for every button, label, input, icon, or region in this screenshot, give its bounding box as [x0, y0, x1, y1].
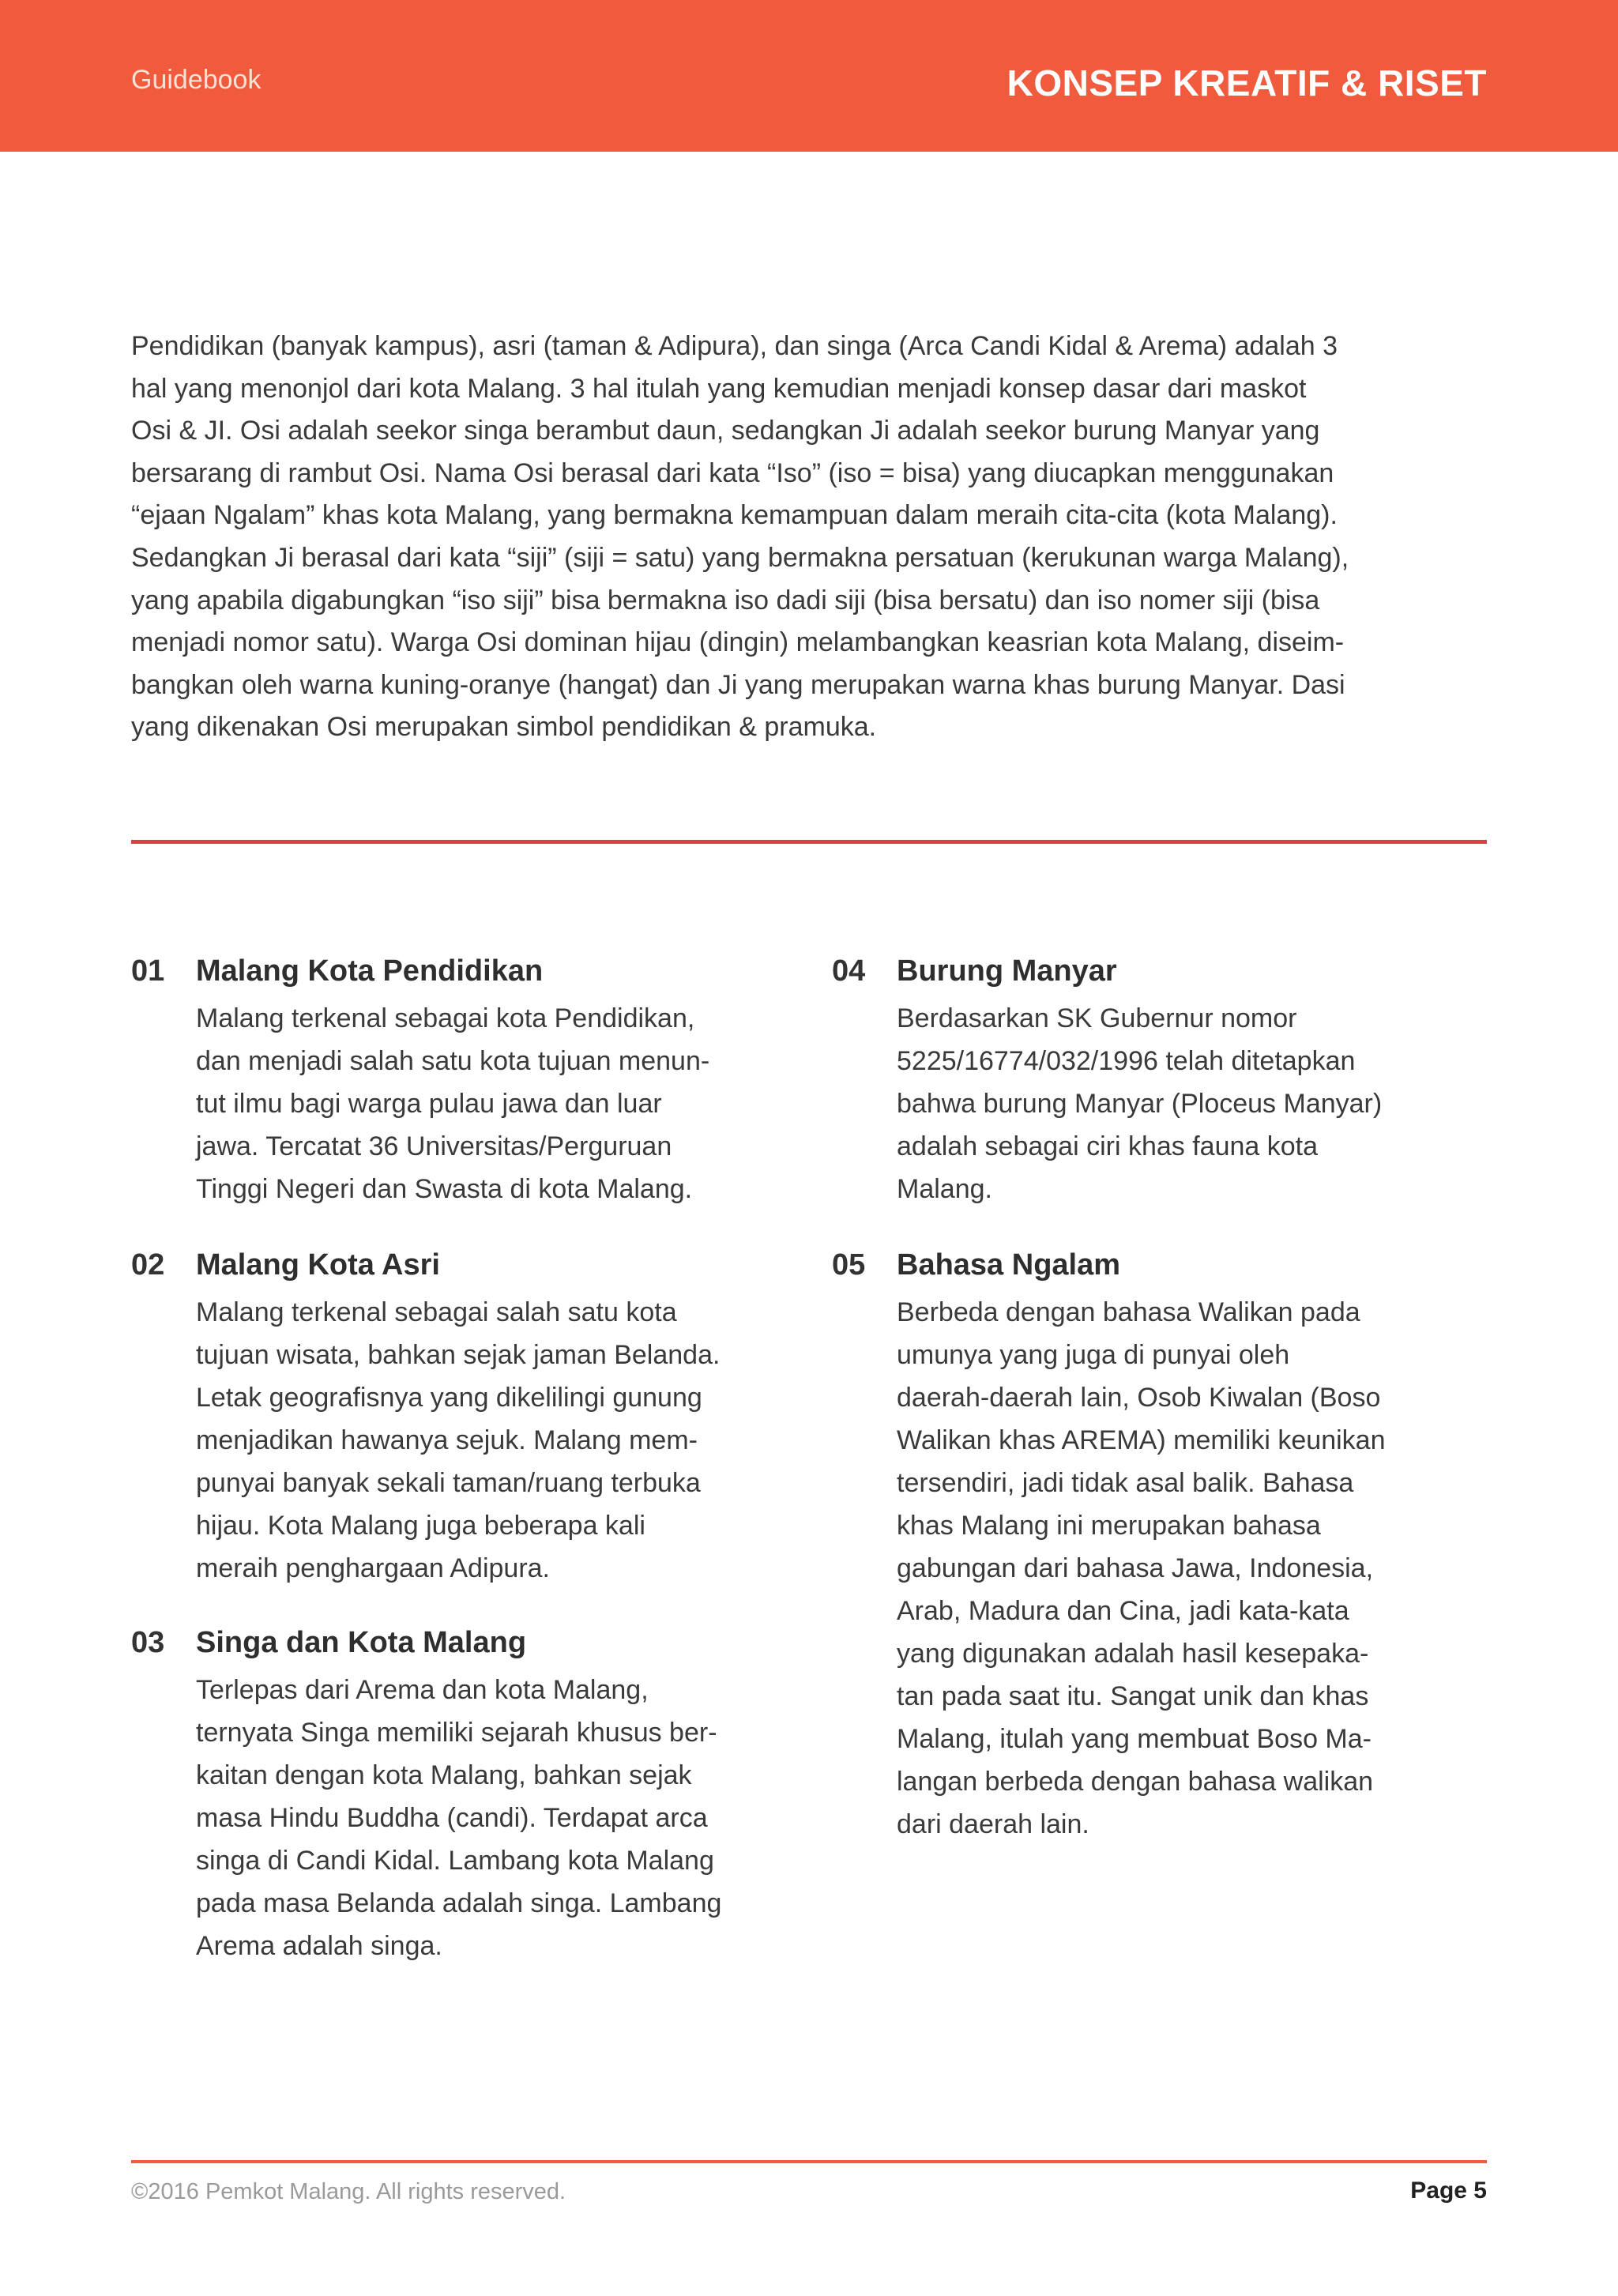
- item-body-line: Malang terkenal sebagai kota Pendidikan,: [196, 1003, 695, 1033]
- item-body: [897, 997, 1382, 1210]
- item-body-line: tut ilmu bagi warga pulau jawa dan luar: [196, 1089, 662, 1119]
- intro-line: yang apabila digabungkan “iso siji” bisa bermakna iso dadi siji (bisa bersatu) dan iso nomer siji (bisa: [131, 585, 1320, 615]
- footer-rule: [131, 2160, 1487, 2163]
- item-body-line: Letak geografisnya yang dikelilingi gunung: [196, 1383, 702, 1413]
- page-header: [0, 0, 1618, 152]
- item-body-line: Berdasarkan SK Gubernur nomor: [897, 1003, 1297, 1033]
- footer-copyright: ©2016 Pemkot Malang. All rights reserved.: [131, 2179, 566, 2204]
- item-body-line: daerah-daerah lain, Osob Kiwalan (Boso: [897, 1383, 1381, 1413]
- item-title: Singa dan Kota Malang: [196, 1626, 527, 1659]
- intro-line: bangkan oleh warna kuning-oranye (hangat) dan Ji yang merupakan warna khas burung Manyar. Dasi: [131, 669, 1345, 700]
- item-title: Bahasa Ngalam: [897, 1248, 1121, 1282]
- section-divider: [131, 840, 1487, 844]
- item-body-line: adalah sebagai ciri khas fauna kota: [897, 1131, 1319, 1161]
- item-body-line: dan menjadi salah satu kota tujuan menun-: [196, 1046, 710, 1076]
- item-body: [897, 1291, 1386, 1846]
- item-body-line: Malang.: [897, 1174, 992, 1204]
- item-body-line: langan berbeda dengan bahasa walikan: [897, 1767, 1374, 1797]
- intro-line: Osi & JI. Osi adalah seekor singa berambut daun, sedangkan Ji adalah seekor burung Manyar yang: [131, 416, 1320, 446]
- intro-line: hal yang menonjol dari kota Malang. 3 hal itulah yang kemudian menjadi konsep dasar dari maskot: [131, 373, 1307, 404]
- item-body-line: Malang terkenal sebagai salah satu kota: [196, 1297, 677, 1327]
- item-body: [196, 997, 709, 1210]
- intro-paragraph: [131, 326, 1490, 749]
- item-body-line: Walikan khas AREMA) memiliki keunikan: [897, 1425, 1386, 1455]
- item-title: Burung Manyar: [897, 954, 1117, 988]
- item-title: Malang Kota Pendidikan: [196, 954, 544, 988]
- item-body-line: hijau. Kota Malang juga beberapa kali: [196, 1511, 645, 1541]
- item-body-line: tujuan wisata, bahkan sejak jaman Belanda.: [196, 1340, 721, 1370]
- item-body-line: Berbeda dengan bahasa Walikan pada: [897, 1297, 1360, 1327]
- item-body-line: masa Hindu Buddha (candi). Terdapat arca: [196, 1803, 708, 1833]
- item-body-line: punyai banyak sekali taman/ruang terbuka: [196, 1468, 701, 1498]
- item-body-line: gabungan dari bahasa Jawa, Indonesia,: [897, 1553, 1374, 1583]
- item-body-line: singa di Candi Kidal. Lambang kota Malang: [196, 1846, 714, 1876]
- intro-line: yang dikenakan Osi merupakan simbol pendidikan & pramuka.: [131, 712, 877, 743]
- item-number: 04: [832, 954, 866, 988]
- intro-line: menjadi nomor satu). Warga Osi dominan hijau (dingin) melambangkan keasrian kota Malang, diseim-: [131, 627, 1345, 658]
- item-body-line: umunya yang juga di punyai oleh: [897, 1340, 1290, 1370]
- item-body-line: ternyata Singa memiliki sejarah khusus ber-: [196, 1718, 717, 1748]
- item-body-line: pada masa Belanda adalah singa. Lambang: [196, 1888, 722, 1918]
- item-body-line: Tinggi Negeri dan Swasta di kota Malang.: [196, 1174, 693, 1204]
- header-section-title: KONSEP KREATIF & RISET: [1007, 62, 1487, 104]
- intro-line: Sedangkan Ji berasal dari kata “siji” (siji = satu) yang bermakna persatuan (kerukunan warga Malang),: [131, 542, 1349, 573]
- item-number: 02: [131, 1248, 165, 1282]
- item-body-line: tersendiri, jadi tidak asal balik. Bahasa: [897, 1468, 1354, 1498]
- item-number: 03: [131, 1626, 165, 1659]
- item-body-line: yang digunakan adalah hasil kesepaka-: [897, 1639, 1369, 1669]
- item-body-line: Arema adalah singa.: [196, 1931, 442, 1961]
- item-number: 05: [832, 1248, 866, 1282]
- item-body-line: khas Malang ini merupakan bahasa: [897, 1511, 1321, 1541]
- item-body-line: tan pada saat itu. Sangat unik dan khas: [897, 1681, 1369, 1711]
- intro-line: bersarang di rambut Osi. Nama Osi berasal dari kata “Iso” (iso = bisa) yang diucapkan menggunakan: [131, 457, 1334, 488]
- item-title: Malang Kota Asri: [196, 1248, 440, 1282]
- item-body-line: Terlepas dari Arema dan kota Malang,: [196, 1675, 649, 1705]
- page-number: Page 5: [1410, 2177, 1487, 2204]
- item-body-line: Malang, itulah yang membuat Boso Ma-: [897, 1724, 1372, 1754]
- item-body-line: 5225/16774/032/1996 telah ditetapkan: [897, 1046, 1356, 1076]
- intro-line: Pendidikan (banyak kampus), asri (taman & Adipura), dan singa (Arca Candi Kidal & Arema) adalah 3: [131, 331, 1338, 361]
- item-number: 01: [131, 954, 165, 988]
- item-body: [196, 1669, 721, 1967]
- item-body-line: bahwa burung Manyar (Ploceus Manyar): [897, 1089, 1383, 1119]
- item-body-line: menjadikan hawanya sejuk. Malang mem-: [196, 1425, 698, 1455]
- intro-line: “ejaan Ngalam” khas kota Malang, yang bermakna kemampuan dalam meraih cita-cita (kota Malang).: [131, 500, 1338, 531]
- item-body-line: kaitan dengan kota Malang, bahkan sejak: [196, 1760, 692, 1790]
- header-guidebook-label: Guidebook: [131, 65, 262, 95]
- item-body-line: jawa. Tercatat 36 Universitas/Perguruan: [196, 1131, 672, 1161]
- item-body: [196, 1291, 720, 1590]
- item-body-line: Arab, Madura dan Cina, jadi kata-kata: [897, 1596, 1349, 1626]
- item-body-line: dari daerah lain.: [897, 1809, 1089, 1839]
- item-body-line: meraih penghargaan Adipura.: [196, 1553, 550, 1583]
